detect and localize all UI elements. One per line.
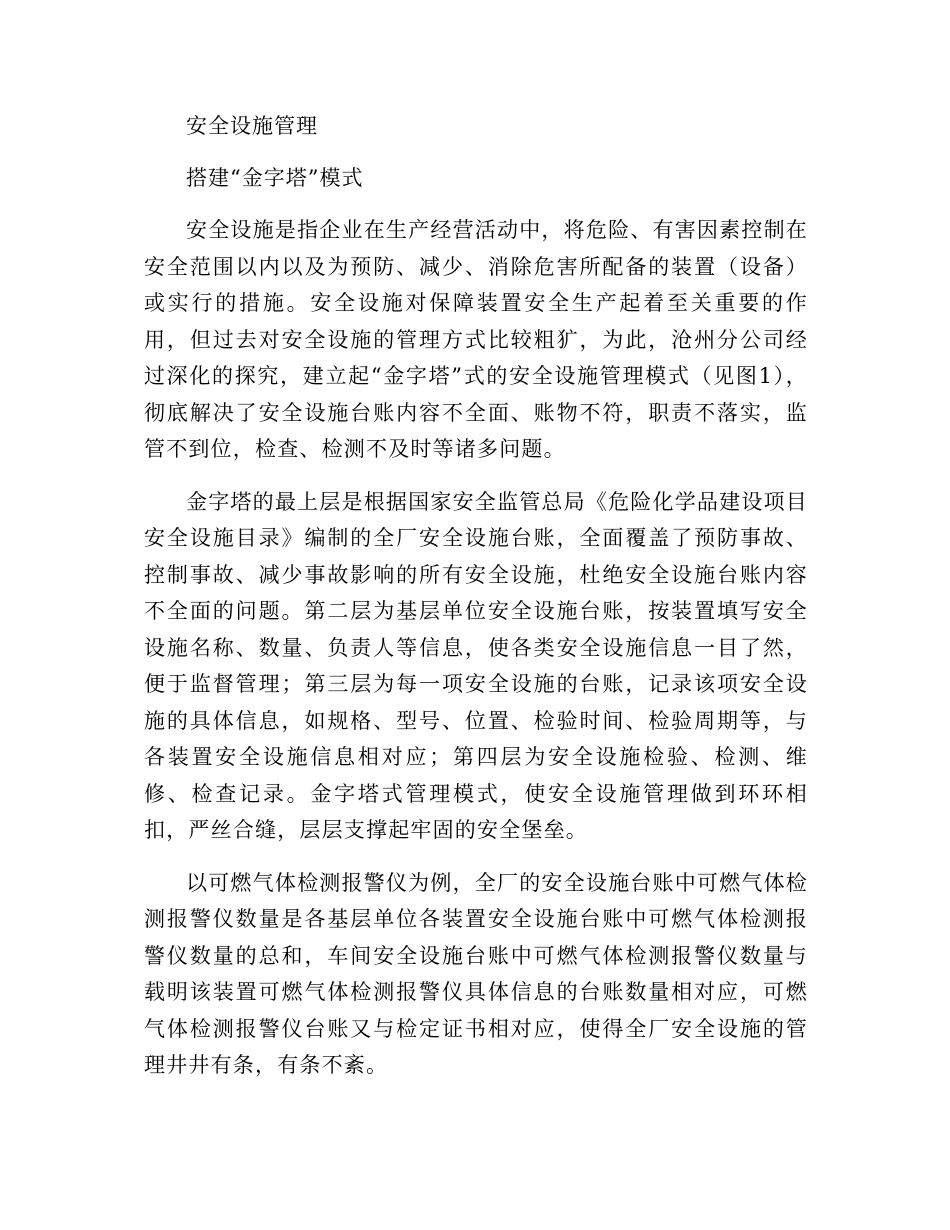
document-body — [144, 108, 808, 1084]
paragraph-2: 金字塔的最上层是根据国家安全监管总局《危险化学品建设项目安全设施目录》编制的全厂安全设施台账，全面覆盖了预防事故、控制事故、减少事故影响的所有安全设施，杜绝安全设施台账内容不全面的问题。第二层为基层单位安全设施台账，按装置填写安全设施名称、数量、负责人等信息，使各类安全设施信息一目了然，便于监督管理；第三层为每一项安全设施的台账，记录该项安全设施的具体信息，如规格、型号、位置、检验时间、检验周期等，与各装置安全设施信息相对应；第四层为安全设施检验、检测、维修、检查记录。金字塔式管理模式，使安全设施管理做到环环相扣，严丝合缝，层层支撑起牢固的安全堡垒。 — [144, 489, 808, 842]
paragraph-3: 以可燃气体检测报警仪为例，全厂的安全设施台账中可燃气体检测报警仪数量是各基层单位各装置安全设施台账中可燃气体检测报警仪数量的总和，车间安全设施台账中可燃气体检测报警仪数量与载明该装置可燃气体检测报警仪具体信息的台账数量相对应，可燃气体检测报警仪台账又与检定证书相对应，使得全厂安全设施的管理井井有条，有条不紊。 — [144, 870, 808, 1077]
paragraph-1: 安全设施是指企业在生产经营活动中，将危险、有害因素控制在安全范围以内以及为预防、减少、消除危害所配备的装置（设备）或实行的措施。安全设施对保障装置安全生产起着至关重要的作用，但过去对安全设施的管理方式比较粗犷，为此，沧州分公司经过深化的探究，建立起“金字塔”式的安全设施管理模式（见图1），彻底解决了安全设施台账内容不全面、账物不符，职责不落实，监管不到位，检查、检测不及时等诸多问题。 — [144, 218, 808, 461]
section-subheading: 搭建“金字塔”模式 — [186, 166, 364, 190]
section-heading: 安全设施管理 — [186, 114, 318, 138]
